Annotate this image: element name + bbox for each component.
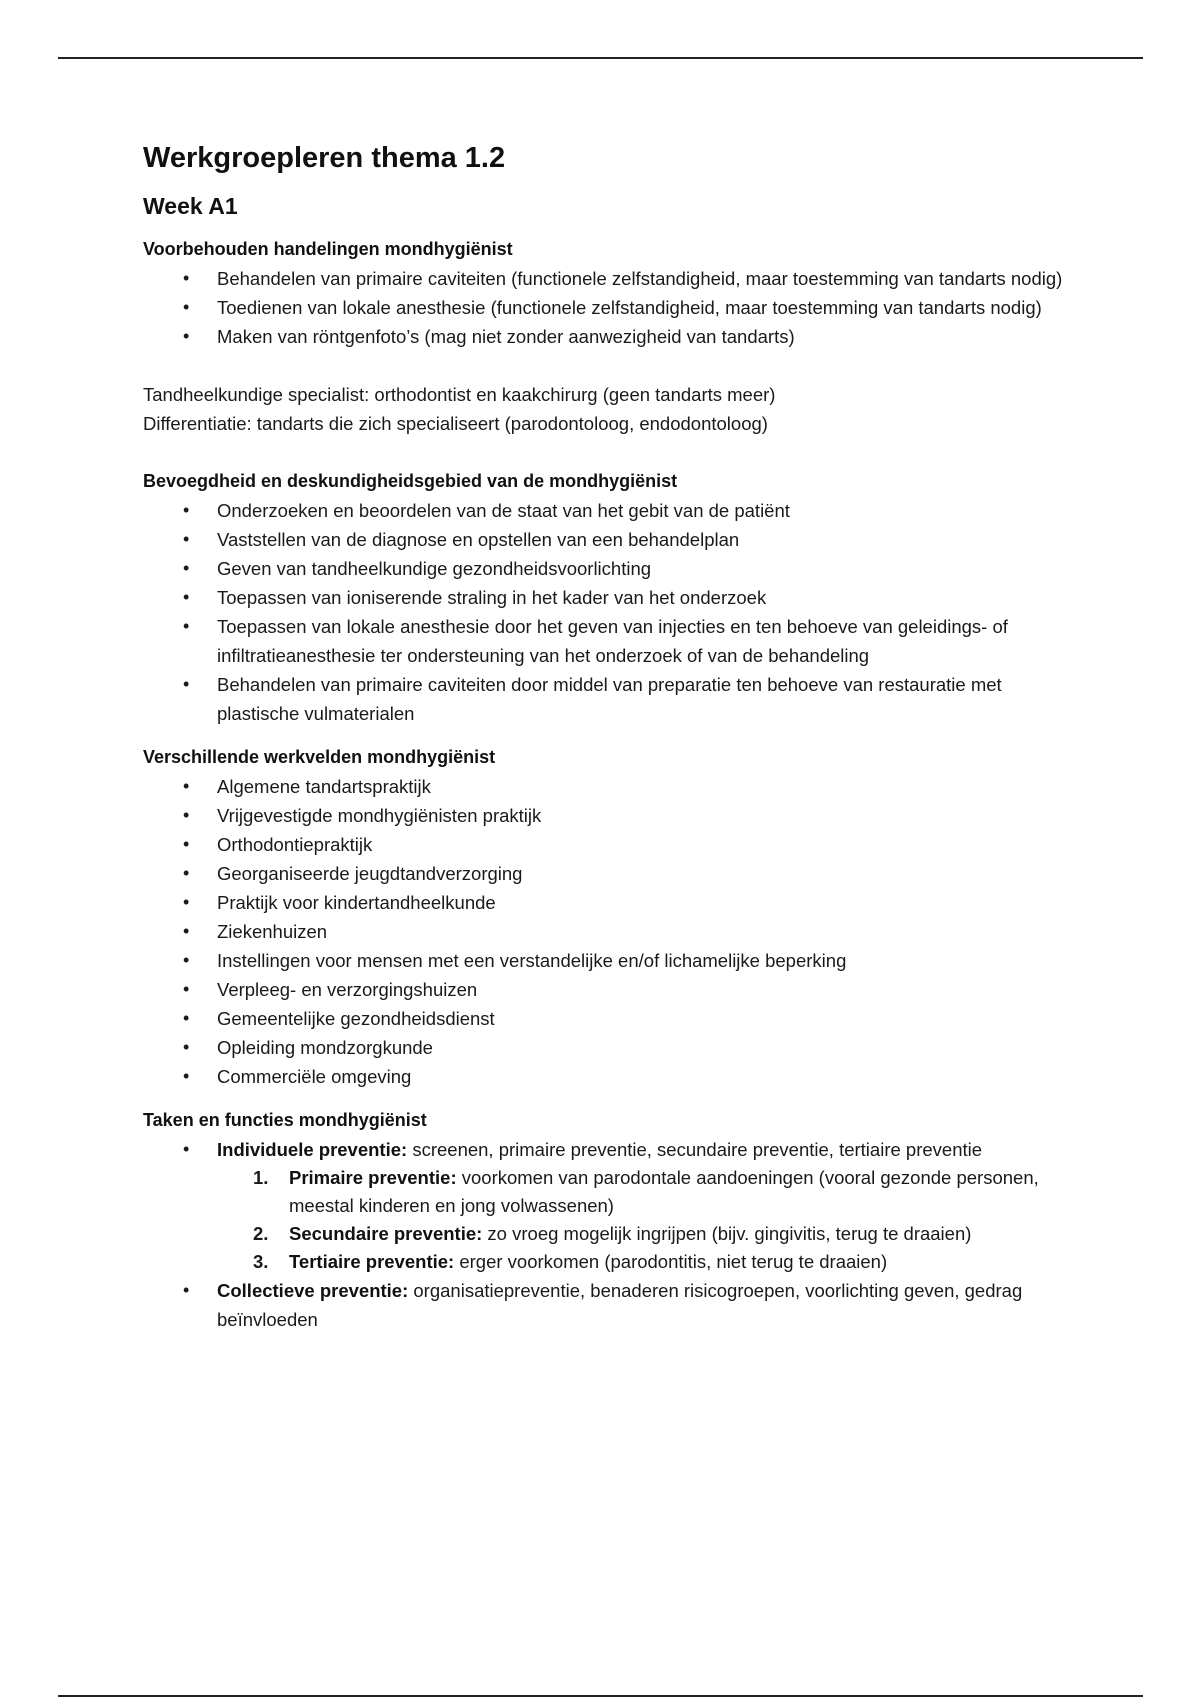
list-item-individuele-preventie <box>143 1135 1073 1164</box>
term-label: Tertiaire preventie: <box>289 1250 455 1272</box>
section-heading-bevoegdheid: Bevoegdheid en deskundigheidsgebied van de mondhygiënist <box>143 470 678 491</box>
term-text: erger voorkomen (parodontitis, niet terug te draaien) <box>454 1250 888 1272</box>
list-item: • Opleiding mondzorgkunde <box>143 1033 1073 1062</box>
list-item: • Ziekenhuizen <box>143 917 1073 946</box>
list-item: • Geven van tandheelkundige gezondheidsvoorlichting <box>143 554 1073 583</box>
list-item: • Behandelen van primaire caviteiten door middel van preparatie ten behoeve van restauratie met plastische vulmaterialen <box>143 670 1073 728</box>
term-label: Collectieve preventie: <box>217 1279 409 1301</box>
section-heading-voorbehouden: Voorbehouden handelingen mondhygiënist <box>143 238 513 259</box>
list-item: • Vrijgevestigde mondhygiënisten praktijk <box>143 801 1073 830</box>
term-text: zo vroeg mogelijk ingrijpen (bijv. gingivitis, terug te draaien) <box>482 1222 972 1244</box>
footer-rule <box>58 1695 1143 1697</box>
list-item: • Georganiseerde jeugdtandverzorging <box>143 859 1073 888</box>
bevoegdheid-list <box>143 496 1073 728</box>
term-text: screenen, primaire preventie, secundaire preventie, tertiaire preventie <box>407 1138 983 1160</box>
numbered-item <box>143 1164 1073 1220</box>
numbered-item <box>143 1248 1073 1276</box>
list-item: • Vaststellen van de diagnose en opstellen van een behandelplan <box>143 525 1073 554</box>
voorbehouden-list <box>143 264 1073 351</box>
taken-list <box>143 1135 1073 1164</box>
list-item: • Orthodontiepraktijk <box>143 830 1073 859</box>
werkvelden-list <box>143 772 1073 1091</box>
list-item: • Commerciële omgeving <box>143 1062 1073 1091</box>
term-label: Primaire preventie: <box>289 1166 457 1188</box>
list-item: • Instellingen voor mensen met een verstandelijke en/of lichamelijke beperking <box>143 946 1073 975</box>
taken-list-continued <box>143 1276 1073 1334</box>
header-rule <box>58 57 1143 59</box>
term-label: Secundaire preventie: <box>289 1222 483 1244</box>
section-heading-werkvelden: Verschillende werkvelden mondhygiënist <box>143 746 496 767</box>
list-item: • Behandelen van primaire caviteiten (functionele zelfstandigheid, maar toestemming van tandarts nodig) <box>143 264 1073 293</box>
list-item: • Verpleeg- en verzorgingshuizen <box>143 975 1073 1004</box>
note-specialist: Tandheelkundige specialist: orthodontist en kaakchirurg (geen tandarts meer) <box>143 383 776 405</box>
document-title: Werkgroepleren thema 1.2 <box>143 142 506 174</box>
list-item: • Onderzoeken en beoordelen van de staat van het gebit van de patiënt <box>143 496 1073 525</box>
list-item: • Algemene tandartspraktijk <box>143 772 1073 801</box>
term-text: voorkomen van parodontale aandoeningen (vooral gezonde personen, meestal kinderen en jong volwassenen) <box>289 1166 1039 1216</box>
list-item: • Praktijk voor kindertandheelkunde <box>143 888 1073 917</box>
term-text: organisatiepreventie, benaderen risicogroepen, voorlichting geven, gedrag beïnvloeden <box>217 1279 1023 1330</box>
item-number: 1. <box>253 1166 269 1188</box>
list-item: • Toepassen van ioniserende straling in het kader van het onderzoek <box>143 583 1073 612</box>
list-item: • Toedienen van lokale anesthesie (functionele zelfstandigheid, maar toestemming van tandarts nodig) <box>143 293 1073 322</box>
numbered-item <box>143 1220 1073 1248</box>
week-heading: Week A1 <box>143 193 238 220</box>
item-number: 3. <box>253 1250 269 1272</box>
section-heading-taken: Taken en functies mondhygiënist <box>143 1109 427 1130</box>
list-item: • Gemeentelijke gezondheidsdienst <box>143 1004 1073 1033</box>
note-differentiatie: Differentiatie: tandarts die zich specialiseert (parodontoloog, endodontoloog) <box>143 412 768 434</box>
document-body <box>143 142 1073 1334</box>
item-number: 2. <box>253 1222 269 1244</box>
preventie-numbered-list <box>143 1164 1073 1276</box>
term-label: Individuele preventie: <box>217 1138 408 1160</box>
list-item: • Toepassen van lokale anesthesie door het geven van injecties en ten behoeve van geleidings- of infiltratieanesthesie ter ondersteuning van het onderzoek of van de behandeling <box>143 612 1073 670</box>
list-item-collectieve-preventie <box>143 1276 1073 1334</box>
list-item: • Maken van röntgenfoto’s (mag niet zonder aanwezigheid van tandarts) <box>143 322 1073 351</box>
